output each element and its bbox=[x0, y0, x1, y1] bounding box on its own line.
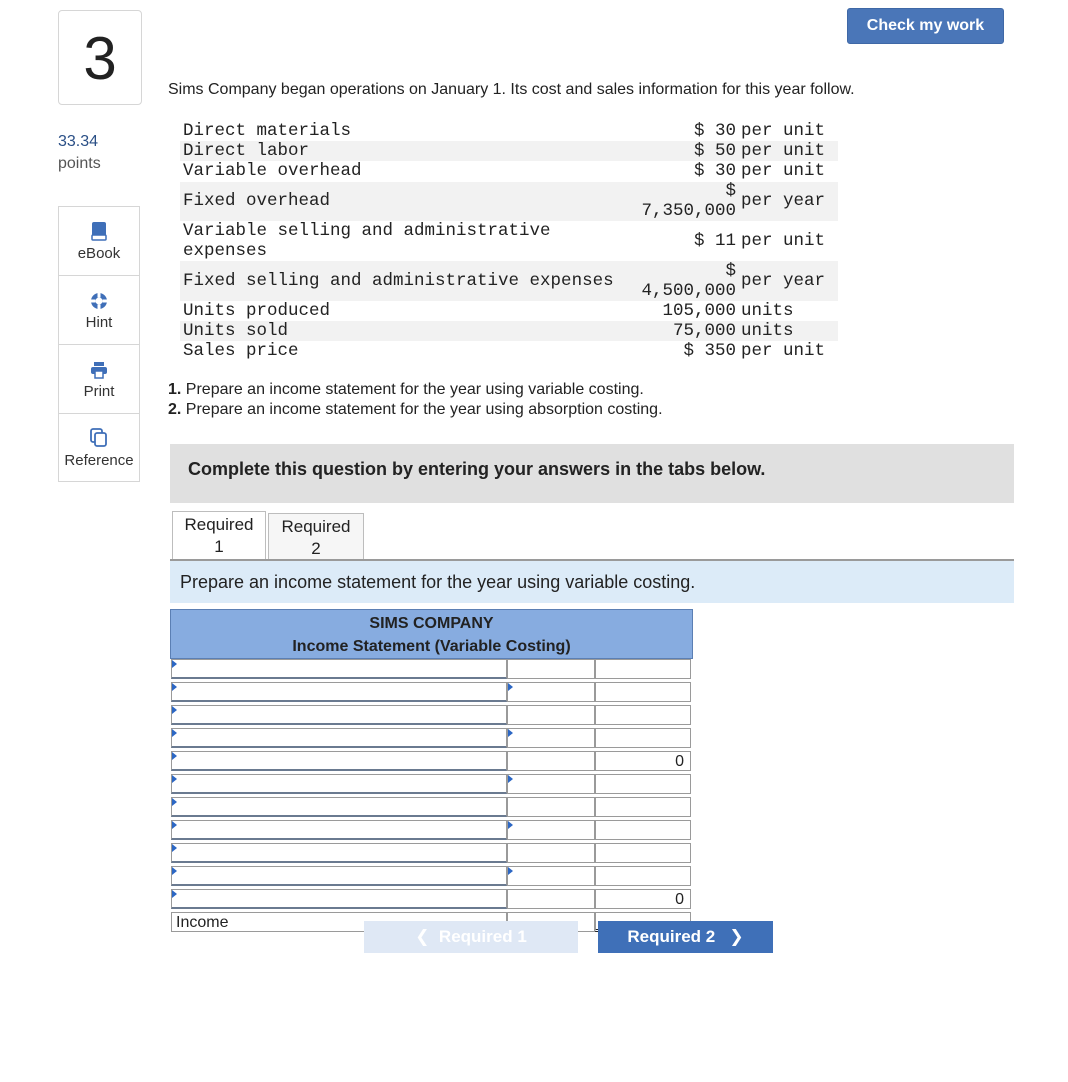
total-input[interactable] bbox=[595, 728, 691, 748]
total-input[interactable]: 0 bbox=[595, 751, 691, 771]
amount-input[interactable] bbox=[507, 866, 595, 886]
points-label: points bbox=[58, 155, 101, 172]
dropdown-marker-icon bbox=[172, 683, 177, 691]
book-icon bbox=[91, 221, 107, 241]
points-value: 33.34 bbox=[58, 133, 99, 150]
dropdown-marker-icon bbox=[508, 729, 513, 737]
amount-input[interactable] bbox=[507, 682, 595, 702]
total-input[interactable] bbox=[595, 820, 691, 840]
account-select[interactable] bbox=[171, 797, 507, 817]
dropdown-marker-icon bbox=[508, 775, 513, 783]
print-button[interactable] bbox=[58, 344, 140, 413]
amount-input[interactable] bbox=[507, 797, 595, 817]
total-input[interactable]: 0 bbox=[595, 889, 691, 909]
dropdown-marker-icon bbox=[508, 867, 513, 875]
dropdown-marker-icon bbox=[172, 706, 177, 714]
print-label: Print bbox=[83, 383, 115, 400]
copy-icon bbox=[90, 428, 108, 448]
statement-title: Income Statement (Variable Costing) bbox=[292, 638, 571, 655]
account-select[interactable] bbox=[171, 659, 507, 679]
total-input[interactable] bbox=[595, 866, 691, 886]
account-select[interactable] bbox=[171, 705, 507, 725]
reference-button[interactable] bbox=[58, 413, 140, 482]
cost-row: Units produced 105,000 units bbox=[183, 301, 794, 321]
account-select[interactable] bbox=[171, 866, 507, 886]
dropdown-marker-icon bbox=[508, 821, 513, 829]
cost-row: Variable overhead $ 30 per unit bbox=[183, 161, 826, 181]
check-my-work-button[interactable]: Check my work bbox=[847, 8, 1004, 44]
amount-input[interactable] bbox=[507, 751, 595, 771]
total-input[interactable] bbox=[595, 705, 691, 725]
cost-row: Direct labor $ 50 per unit bbox=[180, 141, 838, 161]
account-select[interactable] bbox=[171, 682, 507, 702]
account-select[interactable] bbox=[171, 728, 507, 748]
dropdown-marker-icon bbox=[172, 844, 177, 852]
dropdown-marker-icon bbox=[172, 729, 177, 737]
amount-input[interactable] bbox=[507, 659, 595, 679]
cost-row: Sales price $ 350 per unit bbox=[183, 341, 826, 361]
ebook-button[interactable] bbox=[58, 206, 140, 275]
dropdown-marker-icon bbox=[172, 821, 177, 829]
cost-row: Units sold 75,000 units bbox=[180, 321, 838, 341]
intro-text: Sims Company began operations on January 1. Its cost and sales information for this year follow. bbox=[168, 81, 855, 98]
reference-label: Reference bbox=[64, 452, 134, 469]
requirement-item: 2. Prepare an income statement for the year using absorption costing. bbox=[168, 401, 663, 418]
account-select[interactable] bbox=[171, 889, 507, 909]
ebook-label: eBook bbox=[77, 245, 121, 262]
amount-input[interactable] bbox=[507, 889, 595, 909]
account-select[interactable] bbox=[171, 774, 507, 794]
dropdown-marker-icon bbox=[172, 660, 177, 668]
total-input[interactable] bbox=[595, 659, 691, 679]
amount-input[interactable] bbox=[507, 728, 595, 748]
cost-row: Fixed selling and administrative expenses $ 4,500,000 per year bbox=[180, 261, 838, 301]
dropdown-marker-icon bbox=[172, 752, 177, 760]
amount-input[interactable] bbox=[507, 705, 595, 725]
dropdown-marker-icon bbox=[508, 683, 513, 691]
account-select[interactable] bbox=[171, 843, 507, 863]
question-number: 3 bbox=[58, 10, 142, 105]
tab-instruction: Prepare an income statement for the year using variable costing. bbox=[170, 561, 1014, 603]
amount-input[interactable] bbox=[507, 820, 595, 840]
tab-required-1[interactable]: Required 1 bbox=[172, 511, 266, 560]
total-input[interactable] bbox=[595, 797, 691, 817]
company-name: SIMS COMPANY bbox=[369, 615, 494, 632]
account-select[interactable] bbox=[171, 751, 507, 771]
dropdown-marker-icon bbox=[172, 798, 177, 806]
total-input[interactable] bbox=[595, 774, 691, 794]
printer-icon bbox=[90, 361, 108, 379]
requirement-item: 1. Prepare an income statement for the year using variable costing. bbox=[168, 381, 644, 398]
complete-question-banner: Complete this question by entering your answers in the tabs below. bbox=[170, 444, 1014, 503]
hint-button[interactable] bbox=[58, 275, 140, 344]
total-input[interactable] bbox=[595, 843, 691, 863]
prev-required-button[interactable]: ❮ Required 1 bbox=[364, 921, 578, 953]
cost-row: Fixed overhead $ 7,350,000 per year bbox=[180, 182, 838, 221]
next-required-button[interactable]: Required 2 ❯ bbox=[598, 921, 773, 953]
dropdown-marker-icon bbox=[172, 775, 177, 783]
total-input[interactable] bbox=[595, 682, 691, 702]
tab-required-2[interactable]: Required 2 bbox=[268, 513, 364, 560]
lifebuoy-icon bbox=[90, 292, 108, 310]
dropdown-marker-icon bbox=[172, 867, 177, 875]
cost-row: Direct materials $ 30 per unit bbox=[183, 121, 826, 141]
account-select[interactable] bbox=[171, 820, 507, 840]
amount-input[interactable] bbox=[507, 843, 595, 863]
hint-label: Hint bbox=[85, 314, 113, 331]
cost-row: Variable selling and administrative expenses $ 11 per unit bbox=[183, 221, 826, 261]
dropdown-marker-icon bbox=[172, 890, 177, 898]
amount-input[interactable] bbox=[507, 774, 595, 794]
requirements-list bbox=[168, 380, 663, 420]
statement-header bbox=[170, 609, 693, 659]
income-label-cell: Income bbox=[171, 912, 507, 932]
